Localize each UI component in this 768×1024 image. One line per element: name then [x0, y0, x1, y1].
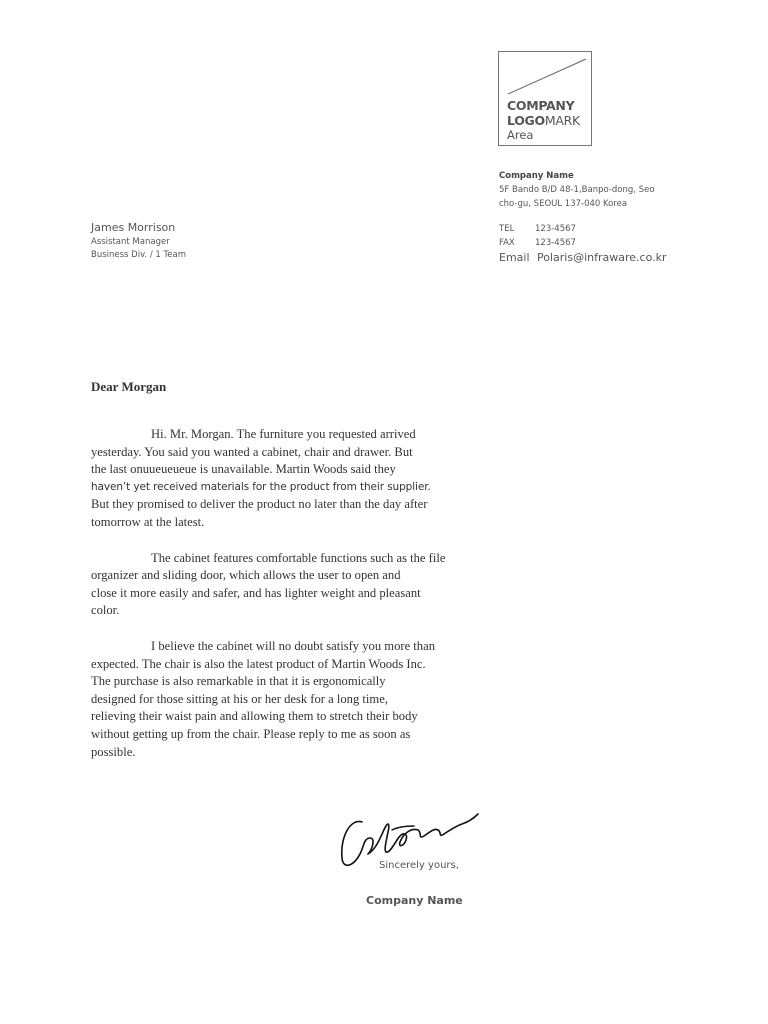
tel-value: 123-4567 — [535, 224, 576, 234]
paragraph-line: yesterday. You said you wanted a cabinet, chair and drawer. But — [91, 444, 413, 459]
company-address-line-2: cho-gu, SEOUL 137-040 Korea — [499, 199, 628, 209]
paragraph-line: Hi. Mr. Morgan. The furniture you requested arrived — [151, 427, 416, 441]
paragraph-line: The cabinet features comfortable functions such as the file — [151, 550, 446, 565]
logo-line-2 — [507, 113, 580, 128]
tel-label: TEL — [499, 224, 515, 234]
email-value[interactable]: Polaris@infraware.co.kr — [537, 251, 667, 264]
company-contact — [499, 222, 667, 265]
paragraph-line: organizer and sliding door, which allows the user to open and — [91, 568, 401, 583]
logo-text — [507, 99, 580, 142]
paragraph-line: But they promised to deliver the product no later than the day after — [91, 497, 428, 512]
fax-value: 123-4567 — [535, 238, 576, 248]
logo-line-1: COMPANY — [507, 98, 575, 113]
sender-department: Business Div. / 1 Team — [91, 250, 187, 260]
paragraph-line: haven’t yet received materials for the product from their supplier. — [91, 480, 431, 493]
logo-line-2-regular: MARK — [544, 113, 580, 128]
logo-line-2-bold: LOGO — [507, 113, 545, 128]
company-logo — [498, 51, 592, 146]
paragraph-line: possible. — [91, 744, 136, 759]
logo-line-3: Area — [507, 128, 534, 142]
paragraph-line: the last onuueueueue is unavailable. Martin Woods said they — [91, 462, 396, 477]
email-label: Email — [499, 251, 530, 264]
salutation: Dear Morgan — [91, 379, 167, 394]
paragraph-line: I believe the cabinet will no doubt satisfy you more than — [151, 638, 435, 653]
sender-title: Assistant Manager — [91, 237, 170, 247]
tel-row — [499, 222, 667, 236]
signature-company-name: Company Name — [366, 894, 463, 907]
email-row — [499, 251, 667, 265]
paragraph-line: tomorrow at the latest. — [91, 514, 205, 529]
sender-name: James Morrison — [91, 221, 176, 234]
paragraph-line: color. — [91, 603, 120, 618]
paragraph-line: close it more easily and safer, and has lighter weight and pleasant — [91, 585, 421, 600]
paragraph-line: without getting up from the chair. Please reply to me as soon as — [91, 726, 411, 741]
company-info — [499, 169, 699, 211]
company-name: Company Name — [499, 171, 574, 181]
paragraph-line: The purchase is also remarkable in that it is ergonomically — [91, 674, 386, 689]
paragraph-line: relieving their waist pain and allowing them to stretch their body — [91, 709, 418, 724]
sender-block — [91, 220, 186, 262]
paragraph-2 — [91, 550, 475, 620]
letter-body — [91, 376, 475, 779]
paragraph-line: expected. The chair is also the latest product of Martin Woods Inc. — [91, 656, 426, 671]
closing: Sincerely yours, — [379, 860, 459, 871]
paragraph-3 — [91, 638, 475, 761]
paragraph-1 — [91, 426, 475, 532]
fax-label: FAX — [499, 238, 515, 248]
fax-row — [499, 236, 667, 250]
paragraph-line: designed for those sitting at his or her desk for a long time, — [91, 691, 388, 706]
company-address-line-1: 5F Bando B/D 48-1,Banpo-dong, Seo — [499, 185, 655, 195]
